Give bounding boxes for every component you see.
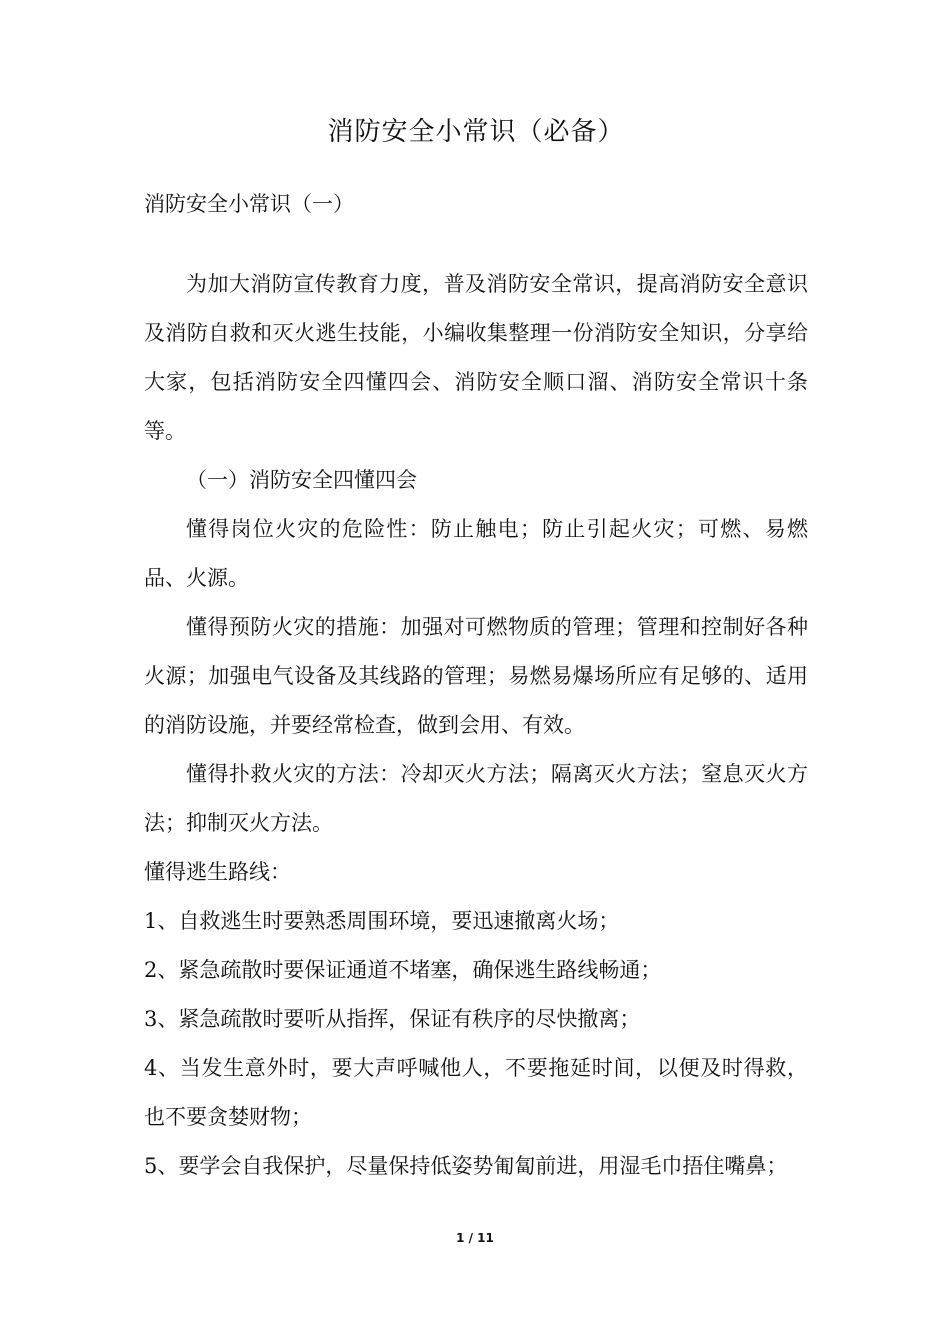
paragraph-prevention: 懂得预防火灾的措施：加强对可燃物质的管理；管理和控制好各种火源；加强电气设备及其线路的管理；易燃易爆场所应有足够的、适用的消防设施，并要经常检查，做到会用、有效。 <box>144 615 808 737</box>
list-item: 5、要学会自我保护，尽量保持低姿势匍匐前进，用湿毛巾捂住嘴鼻； <box>144 1154 788 1178</box>
intro-paragraph: 为加大消防宣传教育力度，普及消防安全常识，提高消防安全意识及消防自救和灭火逃生技能，小编收集整理一份消防安全知识，分享给大家，包括消防安全四懂四会、消防安全顺口溜、消防安全常识十条等。 <box>144 272 808 443</box>
page-indicator: 1 / 11 <box>456 1231 494 1245</box>
list-item: 4、当发生意外时，要大声呼喊他人，不要拖延时间，以便及时得救，也不要贪婪财物； <box>144 1056 808 1129</box>
paragraph-hazard: 懂得岗位火灾的危险性：防止触电；防止引起火灾；可燃、易燃品、火源。 <box>144 517 808 590</box>
list-item: 1、自救逃生时要熟悉周围环境，要迅速撤离火场； <box>144 909 620 933</box>
list-item: 3、紧急疏散时要听从指挥，保证有秩序的尽快撤离； <box>144 1007 641 1031</box>
section-heading: （一）消防安全四懂四会 <box>186 468 417 492</box>
escape-heading: 懂得逃生路线： <box>144 860 291 884</box>
document-body <box>144 110 808 1191</box>
escape-list <box>144 897 808 1191</box>
list-item: 2、紧急疏散时要保证通道不堵塞，确保逃生路线畅通； <box>144 958 662 982</box>
document-title: 消防安全小常识（必备） <box>327 117 625 147</box>
paragraph-firefighting: 懂得扑救火灾的方法：冷却灭火方法；隔离灭火方法；窒息灭火方法；抑制灭火方法。 <box>144 762 808 835</box>
document-subtitle: 消防安全小常识（一） <box>144 192 354 216</box>
